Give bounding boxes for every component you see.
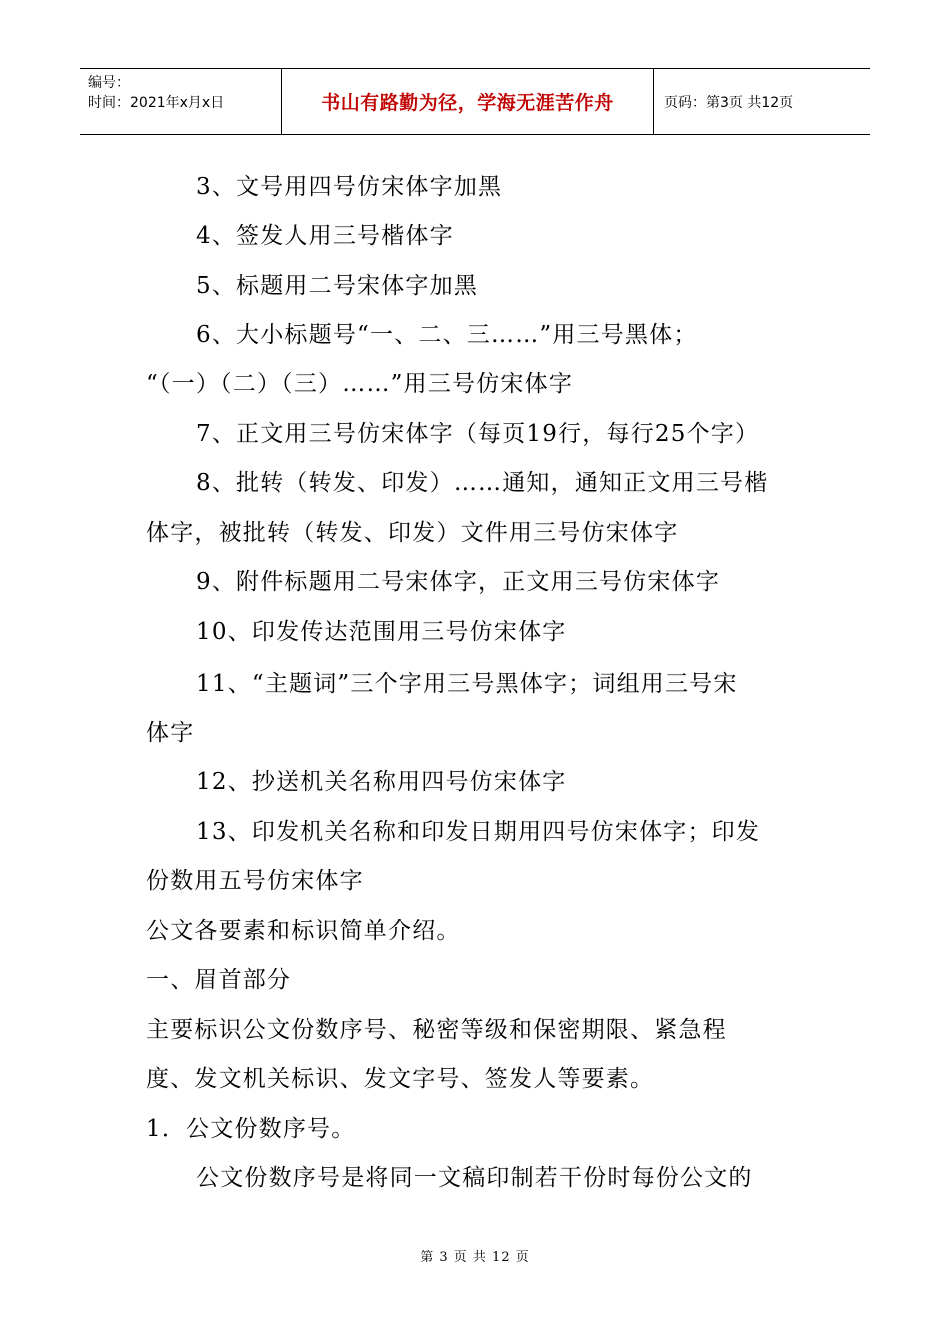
body-line: 5、标题用二号宋体字加黑 bbox=[196, 273, 479, 299]
section-heading: 一、眉首部分 bbox=[146, 967, 292, 993]
body-line: 体字，被批转（转发、印发）文件用三号仿宋体字 bbox=[146, 520, 679, 546]
body-line: 7、正文用三号仿宋体字（每页19行，每行25个字） bbox=[196, 421, 760, 447]
body-line: 主要标识公文份数序号、秘密等级和保密期限、紧急程 bbox=[146, 1017, 727, 1043]
header-meta bbox=[80, 69, 282, 134]
header-motto: 书山有路勤为径，学海无涯苦作舟 bbox=[282, 69, 654, 134]
body-line: 9、附件标题用二号宋体字，正文用三号仿宋体字 bbox=[196, 569, 721, 595]
body-line: 4、签发人用三号楷体字 bbox=[196, 223, 454, 249]
number-label: 编号： bbox=[88, 75, 130, 91]
body-line: 8、批转（转发、印发）……通知，通知正文用三号楷 bbox=[196, 470, 769, 496]
body-line: 公文各要素和标识简单介绍。 bbox=[146, 918, 461, 944]
body-line: 10、印发传达范围用三号仿宋体字 bbox=[196, 619, 567, 645]
body-line: 体字 bbox=[146, 720, 195, 746]
document-header bbox=[80, 68, 870, 135]
body-line: 度、发文机关标识、发文字号、签发人等要素。 bbox=[146, 1066, 655, 1092]
page-footer: 第 3 页 共 12 页 bbox=[420, 1250, 530, 1265]
body-line: 6、大小标题号“一、二、三……”用三号黑体； bbox=[196, 322, 698, 348]
body-line: 公文份数序号是将同一文稿印制若干份时每份公文的 bbox=[196, 1165, 753, 1191]
subsection-heading: 1．公文份数序号。 bbox=[146, 1116, 356, 1142]
body-line: 13、印发机关名称和印发日期用四号仿宋体字；印发 bbox=[196, 819, 761, 845]
body-line: 份数用五号仿宋体字 bbox=[146, 868, 364, 894]
body-line: 12、抄送机关名称用四号仿宋体字 bbox=[196, 769, 567, 795]
body-line: 3、文号用四号仿宋体字加黑 bbox=[196, 174, 503, 200]
body-line: 11、“主题词”三个字用三号黑体字；词组用三号宋 bbox=[196, 671, 738, 697]
header-page-info: 页码：第3页 共12页 bbox=[664, 94, 794, 111]
body-line: “（一）（二）（三）……”用三号仿宋体字 bbox=[146, 371, 574, 397]
time-label: 时间：2021年x月x日 bbox=[88, 95, 225, 111]
